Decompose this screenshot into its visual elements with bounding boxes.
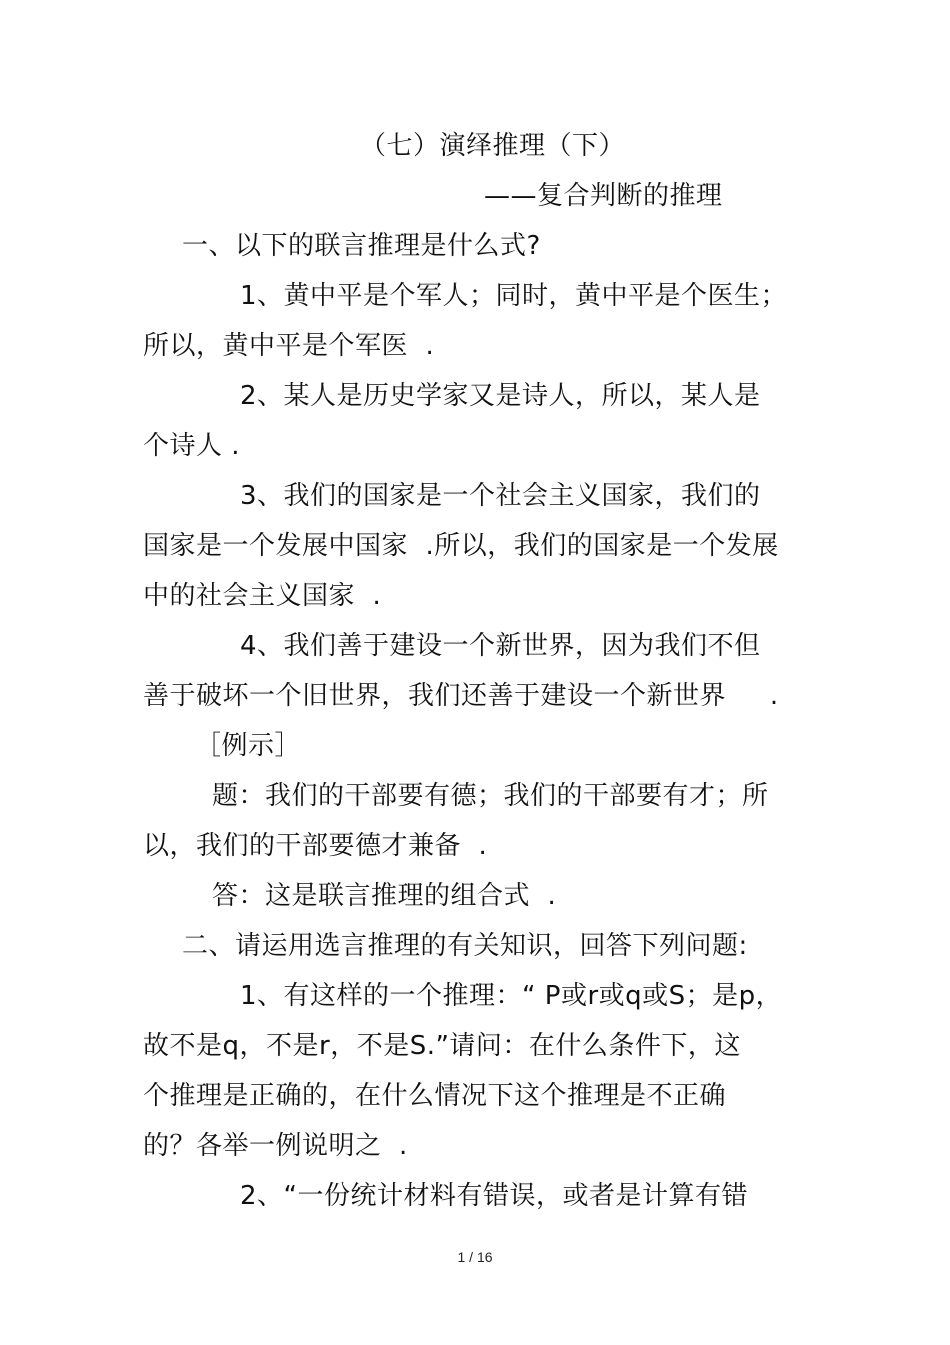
text-line: 个诗人 . [143,431,241,461]
text-line: 国家是一个发展中国家 .所以，我们的国家是一个发展 [143,531,779,561]
text-line: 以，我们的干部要德才兼备 . [143,831,488,861]
text-line: 个推理是正确的，在什么情况下这个推理是不正确 [143,1081,727,1111]
page-indicator: 1 / 16 [457,1249,493,1265]
text-line: 1、黄中平是个军人；同时，黄中平是个医生； [240,281,788,311]
text-line: 答：这是联言推理的组合式 . [212,881,557,911]
text-line: 3、我们的国家是一个社会主义国家，我们的 [240,481,761,511]
section-heading-1: 一、以下的联言推理是什么式? [182,231,541,261]
text-line: 2、某人是历史学家又是诗人，所以，某人是 [240,381,761,411]
text-line: 中的社会主义国家 . [143,581,382,611]
section-heading-2: 二、请运用选言推理的有关知识，回答下列问题: [182,931,748,961]
text-line: 题：我们的干部要有德；我们的干部要有才；所 [212,781,769,811]
example-label: ［例示］ [195,731,302,761]
text-line: 的？各举一例说明之 . [143,1131,408,1161]
text-line: 所以，黄中平是个军医 . [143,331,435,361]
text-line: 善于破坏一个旧世界，我们还善于建设一个新世界 . [143,681,779,711]
text-line: 故不是q，不是r，不是S.”请问：在什么条件下，这 [143,1031,741,1061]
text-line: 4、我们善于建设一个新世界，因为我们不但 [240,631,761,661]
text-line: 2、“一份统计材料有错误，或者是计算有错 [240,1181,749,1211]
document-title: （七）演绎推理（下） [360,131,626,161]
document-subtitle: ——复合判断的推理 [484,181,723,211]
text-line: 1、有这样的一个推理：“ P或r或q或S；是p， [240,981,783,1011]
